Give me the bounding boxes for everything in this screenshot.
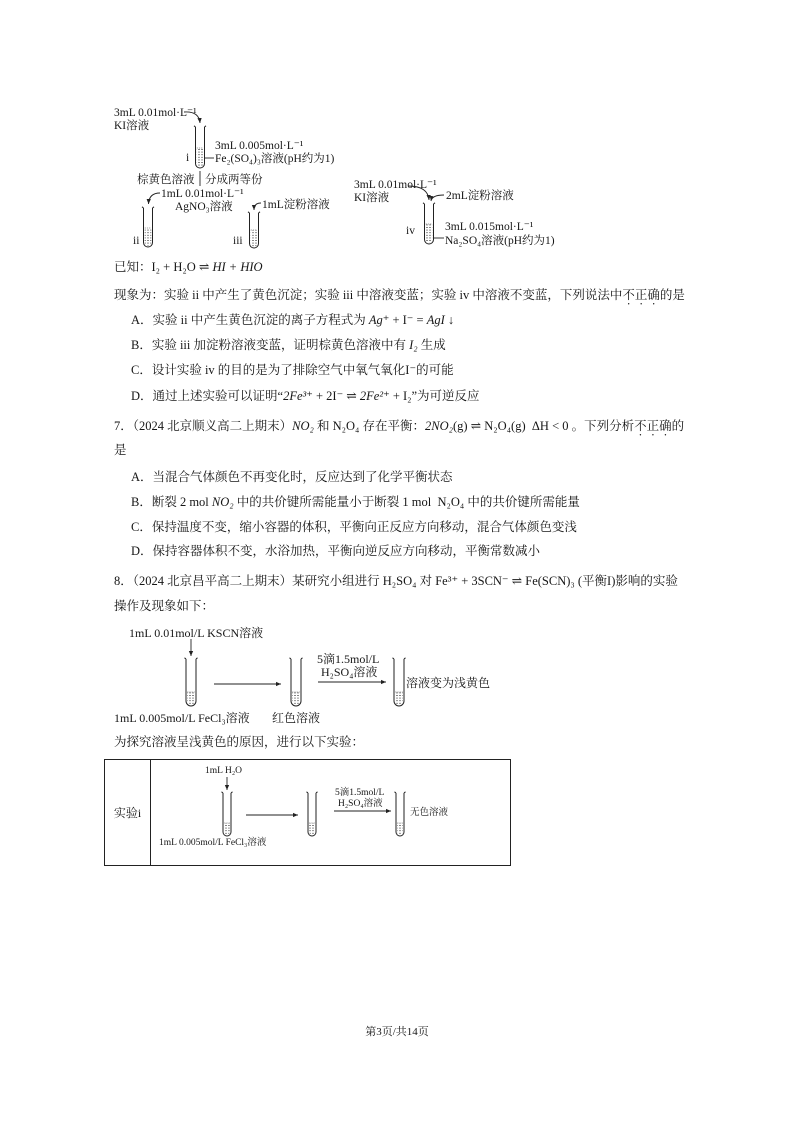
experiment-table: [104, 759, 511, 866]
liquid: [426, 224, 433, 243]
math-text: AgI: [426, 313, 445, 327]
text-segment: 生成: [417, 338, 446, 352]
math-text: 2Fe²⁺: [359, 389, 390, 403]
ki-name-label: KI溶液: [114, 120, 150, 132]
test-tube: [248, 212, 260, 248]
tube-lip: [290, 658, 303, 659]
q7-option-a: [131, 470, 453, 486]
math-text: 2NO₂: [425, 419, 453, 433]
q8-stem-cont: 操作及现象如下：: [114, 599, 215, 613]
text-segment: ↓: [444, 313, 455, 327]
text-segment: 的: [671, 419, 685, 433]
tube-iii-label: iii: [233, 235, 243, 247]
math-text: HI + HIO: [212, 260, 263, 274]
text-segment: 7．（2024 北京顺义高二上期末）: [114, 419, 293, 433]
starch-label: 1mL淀粉溶液: [262, 199, 330, 211]
q8-intro: 为探究溶液呈浅黄色的原因，进行以下实验：: [114, 735, 365, 749]
q8-stem: [114, 574, 678, 590]
exp-acid-amount-label: 5滴1.5mol/L: [335, 788, 385, 798]
text-segment: A．实验 ii 中产生黄色沉淀的离子方程式为: [131, 313, 369, 327]
water-label: 1mL H₂O: [205, 766, 242, 776]
q6-known: [114, 260, 263, 276]
text-segment: 和 N₂O₄ 存在平衡：: [313, 419, 426, 433]
fecl3-label: 1mL 0.005mol/L FeCl₃溶液: [114, 711, 250, 725]
test-tube: [393, 658, 406, 706]
q6-option-d: [131, 389, 480, 405]
q7-option-d: [131, 544, 540, 560]
tube-wall: [250, 213, 259, 248]
fe-name-label: Fe₂(SO₄)₃溶液(pH约为1): [215, 153, 335, 165]
text-segment: + I₂”为可逆反应: [389, 389, 480, 403]
ki-name-label-right: KI溶液: [354, 192, 390, 204]
test-tube: [194, 126, 206, 168]
na-name-label: Na₂SO₄溶液(pH约为1): [445, 235, 555, 247]
text-segment: 中的共价键所需能量小于断裂 1 mol N₂O₄ 中的共价键所需能量: [233, 495, 580, 509]
math-text: Ag⁺: [368, 313, 390, 327]
q6-option-a: [131, 313, 454, 329]
text-segment: A．当混合气体颜色不再变化时，反应达到了化学平衡状态: [131, 470, 453, 484]
tube-wall: [144, 208, 153, 247]
q7-option-b: [131, 495, 580, 511]
na-amount-label: 3mL 0.015mol·L⁻¹: [445, 221, 534, 233]
tube-lip: [248, 212, 260, 213]
text-segment: 的是: [659, 288, 685, 302]
tube-lip: [142, 207, 154, 208]
test-tube: [185, 658, 198, 706]
tube-lip: [423, 203, 435, 204]
q6-option-b: [131, 338, 446, 354]
arrow: [149, 193, 161, 204]
emphasis-text: 不正确: [622, 288, 660, 302]
tube-iv-label: iv: [406, 225, 415, 237]
emphasis-text: 不正确: [634, 419, 672, 433]
acid-amount-label: 5滴1.5mol/L: [317, 652, 380, 666]
tube-wall: [291, 659, 301, 706]
tube-wall: [394, 659, 404, 706]
math-text: NO₂: [292, 419, 314, 433]
ag-amount-label: 1mL 0.01mol·L⁻¹: [161, 188, 244, 200]
text-segment: (g) ⇌ N₂O₄(g) ΔH < 0 。下列分析: [452, 419, 635, 433]
math-text: 2Fe³⁺: [283, 389, 313, 403]
tube-wall: [186, 659, 196, 706]
tube-lip: [393, 658, 406, 659]
page-number: 第3页/共14页: [365, 1026, 429, 1038]
red-solution-label: 红色溶液: [272, 711, 321, 725]
text-segment: D．保持容器体积不变，水浴加热，平衡向逆反应方向移动，平衡常数减小: [131, 544, 541, 558]
text-segment: + I⁻ =: [389, 313, 427, 327]
q7-option-c: [131, 520, 577, 536]
text-segment: 8．（2024 北京昌平高二上期末）某研究小组进行 H₂SO₄ 对 Fe³⁺ + 3SCN⁻ ⇌ Fe(SCN)₃ (平衡I)影响的实验: [114, 574, 678, 588]
liquid: [395, 692, 403, 705]
text-segment: C．保持温度不变，缩小容器的体积，平衡向正反应方向移动，混合气体颜色变浅: [131, 520, 577, 534]
text-segment: B．断裂 2 mol: [131, 495, 212, 509]
tube-ii-label: ii: [133, 235, 140, 247]
q6-option-c: [131, 363, 454, 379]
text-segment: 现象为：实验 ii 中产生了黄色沉淀；实验 iii 中溶液变蓝；实验 iv 中溶液不变蓝，下列说法中: [114, 288, 623, 302]
liquid: [187, 692, 195, 705]
ki-amount-label-right: 3mL 0.01mol·L⁻¹: [354, 179, 437, 191]
liquid: [145, 228, 152, 246]
kscn-label: 1mL 0.01mol/L KSCN溶液: [129, 626, 264, 640]
text-segment: 已知：I₂ + H₂O ⇌: [114, 260, 213, 274]
ki-amount-label: 3mL 0.01mol·L⁻¹: [114, 107, 197, 119]
math-text: NO₂: [211, 495, 234, 509]
split-left-label: 棕黄色溶液: [137, 174, 195, 186]
split-right-label: 分成两等份: [205, 174, 263, 186]
tube-lip: [185, 658, 198, 659]
ag-name-label: AgNO₃溶液: [175, 201, 233, 213]
tube-i-label: i: [186, 152, 190, 164]
text-segment: B．实验 iii 加淀粉溶液变蓝，证明棕黄色溶液中有: [131, 338, 410, 352]
tube-wall: [425, 204, 434, 244]
math-text: I₂: [409, 338, 418, 352]
figure-lines: [149, 112, 445, 815]
liquid: [197, 148, 204, 167]
test-tube: [142, 207, 154, 247]
experiment-i-label: 实验i: [105, 760, 151, 865]
tube-wall: [196, 127, 205, 168]
test-tube: [290, 658, 303, 706]
exp-acid-name-label: H₂SO₄溶液: [338, 799, 383, 809]
text-segment: D．通过上述实验可以证明“: [131, 389, 284, 403]
arrow: [254, 203, 261, 210]
text-segment: C．设计实验 iv 的目的是为了排除空气中氧气氧化I⁻的可能: [131, 363, 454, 377]
liquid: [251, 230, 258, 247]
q6-stem: [114, 288, 685, 308]
liquid: [292, 692, 300, 705]
exp-result-label: 无色溶液: [410, 808, 449, 818]
result-label: 溶液变为浅黄色: [406, 676, 491, 690]
starch-label-right: 2mL淀粉溶液: [446, 190, 514, 202]
arrow: [431, 195, 444, 201]
q7-stem-cont: 是: [114, 443, 127, 457]
acid-name-label: H₂SO₄溶液: [321, 665, 378, 679]
exp-fe-solution-label: 1mL 0.005mol/L FeCl₃溶液: [159, 838, 267, 848]
q7-stem: [114, 419, 684, 439]
test-tube: [423, 203, 435, 244]
fe-amount-label: 3mL 0.005mol·L⁻¹: [215, 140, 304, 152]
text-segment: + 2I⁻ ⇌: [312, 389, 360, 403]
tube-lip: [194, 126, 206, 127]
